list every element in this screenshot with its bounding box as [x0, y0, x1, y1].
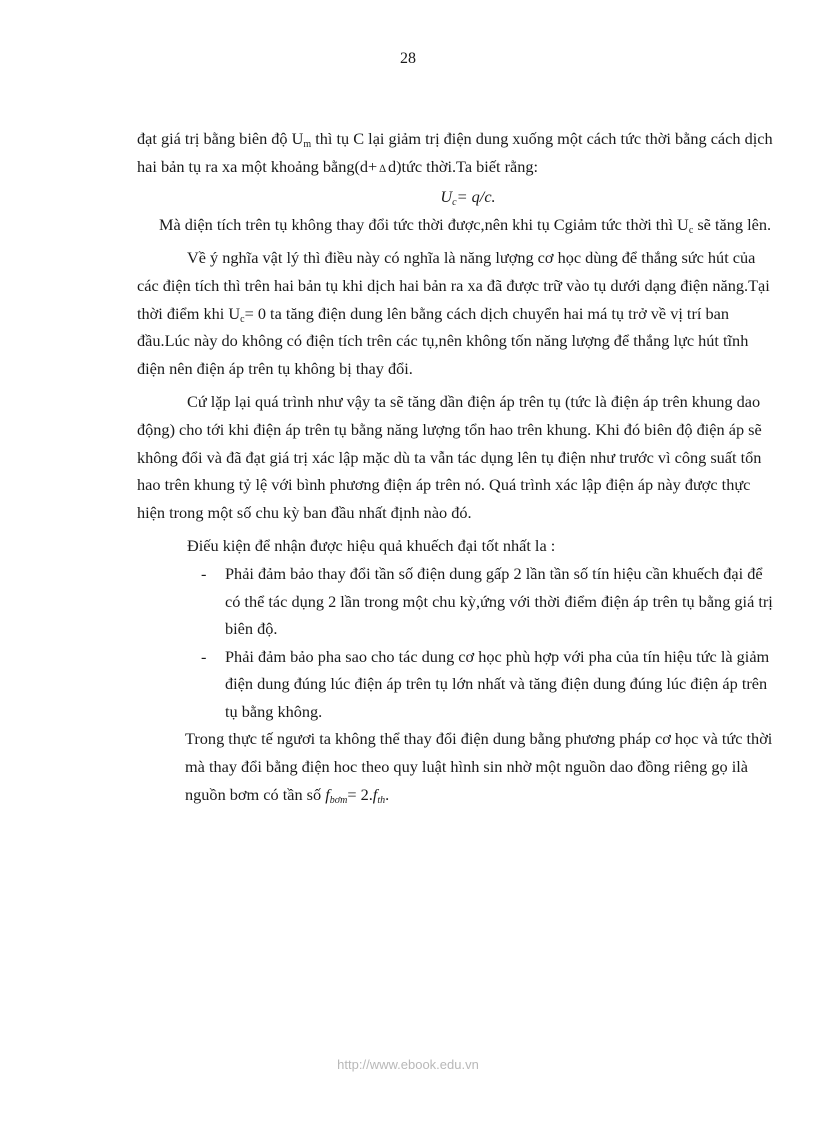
list-item — [185, 643, 779, 726]
text-span: = 2. — [347, 784, 373, 804]
dash-marker: - — [201, 646, 207, 666]
formula-lhs: U — [440, 187, 453, 207]
delta-symbol: ∆ — [379, 162, 386, 175]
text-span: Mà diện tích trên tụ không thay đổi tức thời được,nên khi tụ Cgiảm tức thời thì U — [159, 214, 689, 234]
page-number: 28 — [400, 50, 416, 67]
text-span: sẽ tăng lên. — [693, 214, 772, 234]
paragraph-3 — [137, 244, 779, 382]
list-item-text: Phải đảm bảo pha sao cho tác dung cơ học phù hợp với pha của tín hiệu tức là giảm điện dung đúng lúc điện áp trên tụ lớn nhất và tăng điện dung đúng lúc điện áp trên tụ bằng không. — [225, 646, 770, 721]
condition-list — [137, 560, 779, 726]
paragraph-1 — [137, 125, 779, 183]
subscript: bơm — [329, 794, 348, 806]
page-content — [137, 125, 779, 808]
text-span: thì tụ C lại giảm trị điện dung xuống một cách tức thời bằng cách dịch hai bản tụ ra xa một khoảng bằng(d+ — [137, 129, 773, 176]
formula-rhs: = q/c. — [456, 187, 496, 207]
math-f: f — [325, 784, 330, 804]
text-span: Về ý nghĩa vật lý thì điều này có nghĩa là năng lượng cơ học dùng để thắng sức hút của các điện tích thì trên hai bản tụ khi dịch hai bản ra xa đã được trữ vào tụ dưới dạng điện năng.Tại thời điểm khi U — [137, 248, 770, 323]
formula — [137, 183, 779, 211]
list-item — [185, 560, 779, 643]
subscript: m — [303, 139, 312, 150]
math-f: f — [372, 784, 378, 804]
subscript: c — [240, 313, 245, 325]
text-span: . — [385, 784, 390, 804]
footer-url[interactable]: http://www.ebook.edu.vn — [337, 1057, 479, 1072]
text-span: đạt giá trị bằng biên độ U — [137, 129, 304, 148]
subscript: c — [688, 224, 694, 236]
text-span: = 0 ta tăng điện dung lên bằng cách dịch chuyển hai má tụ trở về vị trí ban đầu.Lúc này do không có điện tích trên các tụ,nên không tốn năng lượng để thắng lực hút tĩnh điện nên điện áp trên tụ không bị thay đổi. — [137, 303, 749, 378]
paragraph-4: Cứ lặp lại quá trình như vậy ta sẽ tăng dần điện áp trên tụ (tức là điện áp trên khung dao động) cho tới khi điện áp trên tụ bằng năng lượng tổn hao trên khung. Khi đó biên độ điện áp sẽ không đổi và đã đạt giá trị xác lập mặc dù ta vẫn tác dụng lên tụ điện như trước vì công suất tổn hao trên khung tỷ lệ với bình phương điện áp trên nó. Quá trình xác lập điện áp này được thực hiện trong một số chu kỳ ban đầu nhất định nào đó. — [137, 392, 762, 522]
text-span: Trong thực tế ngươi ta không thể thay đổi điện dung bằng phương pháp cơ học và tức thời mà thay đổi bằng điện hoc theo quy luật hình sin nhờ một nguồn dao đồng riêng gọ ilà nguồn bơm có tần số — [185, 729, 773, 804]
subscript: th — [377, 794, 386, 806]
text-span: d)tức thời.Ta biết rằng: — [387, 156, 539, 176]
paragraph-5: Điếu kiện để nhận được hiệu quả khuếch đại tốt nhất la : — [187, 536, 556, 556]
subscript: c — [452, 197, 457, 209]
list-item-text: Phải đảm bảo thay đổi tần số điện dung gấp 2 lần tần số tín hiệu cần khuếch đại để có thể tác dụng 2 lần trong một chu kỳ,ứng với thời điểm điện áp trên tụ bằng giá trị biên độ. — [225, 563, 773, 639]
paragraph-2 — [137, 211, 779, 239]
dash-marker: - — [201, 563, 207, 583]
paragraph-6 — [137, 725, 779, 808]
